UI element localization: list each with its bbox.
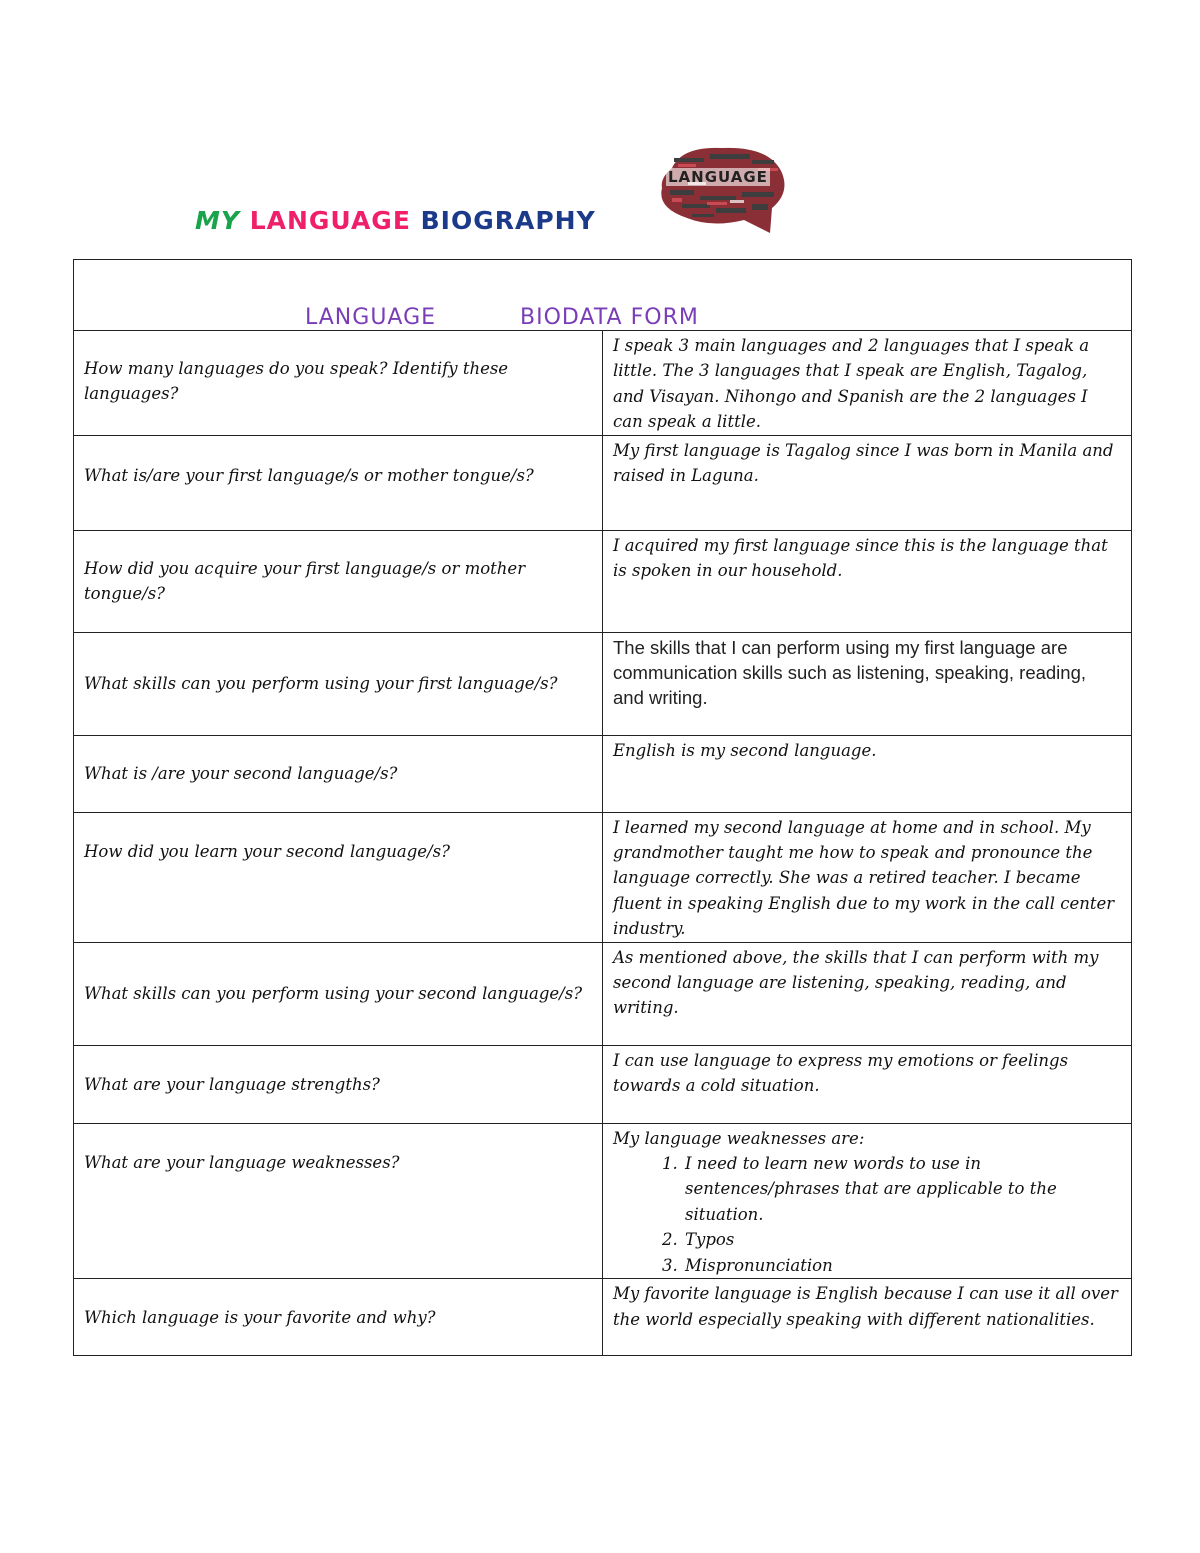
- list-item: 2. Typos: [683, 1227, 1121, 1252]
- answer-cell: [603, 632, 1132, 735]
- table-row: [74, 1045, 1132, 1123]
- answer-text: I can use language to express my emotions or feelings towards a cold situation.: [613, 1050, 1069, 1096]
- question-text: How did you learn your second language/s?: [84, 842, 450, 862]
- question-cell: [74, 942, 603, 1045]
- question-cell: [74, 331, 603, 436]
- table-row: [74, 632, 1132, 735]
- list-item: 3. Mispronunciation: [683, 1253, 1121, 1278]
- table-header: [74, 260, 1132, 331]
- question-cell: [74, 812, 603, 942]
- table-row: [74, 735, 1132, 812]
- table-row: [74, 435, 1132, 530]
- question-text: What skills can you perform using your first language/s?: [84, 673, 558, 693]
- answer-text: English is my second language.: [613, 740, 877, 760]
- title-word-biography: BIOGRAPHY: [420, 206, 596, 235]
- table-row: [74, 812, 1132, 942]
- answer-cell: [603, 530, 1132, 632]
- question-text: What is /are your second language/s?: [84, 764, 398, 784]
- answer-cell: [603, 812, 1132, 942]
- question-text: What are your language weaknesses?: [84, 1153, 400, 1173]
- answer-text: I learned my second language at home and in school. My grandmother taught me how to speak and pronounce the language correctly. She was a retired teacher. I became fluent in speaking English due to my work in the call center industry.: [613, 817, 1115, 939]
- answer-text: [603, 1124, 1131, 1278]
- answer-cell: [603, 735, 1132, 812]
- answer-text: I acquired my first language since this is the language that is spoken in our household.: [613, 535, 1108, 581]
- question-text: How many languages do you speak? Identify these languages?: [84, 359, 509, 403]
- title-word-my: MY: [195, 206, 240, 235]
- answer-cell: [603, 435, 1132, 530]
- answer-cell: [603, 1279, 1132, 1356]
- question-text: What is/are your first language/s or mother tongue/s?: [84, 466, 534, 486]
- answer-cell: [603, 1123, 1132, 1278]
- table-row: [74, 1123, 1132, 1278]
- question-cell: [74, 435, 603, 530]
- question-cell: [74, 735, 603, 812]
- answer-text: The skills that I can perform using my first language are communication skills such as listening, speaking, reading, and writing.: [613, 636, 1087, 708]
- language-word-cloud-logo: [652, 138, 792, 238]
- question-cell: [74, 1045, 603, 1123]
- question-text: How did you acquire your first language/s or mother tongue/s?: [84, 558, 526, 603]
- table-row: [74, 530, 1132, 632]
- page-title: [195, 206, 596, 235]
- answer-cell: [603, 942, 1132, 1045]
- answer-text: My favorite language is English because I can use it all over the world especially speaking with different nationalities.: [613, 1284, 1118, 1329]
- table-row: [74, 1279, 1132, 1356]
- weaknesses-intro: My language weaknesses are:: [613, 1128, 865, 1148]
- answer-cell: [603, 331, 1132, 436]
- table-row: [74, 331, 1132, 436]
- table-header-row: [74, 260, 1132, 331]
- question-text: Which language is your favorite and why?: [84, 1307, 436, 1327]
- answer-text: My first language is Tagalog since I was born in Manila and raised in Laguna.: [613, 440, 1114, 486]
- question-cell: [74, 1279, 603, 1356]
- question-text: What are your language strengths?: [84, 1074, 380, 1094]
- biodata-table: [73, 259, 1132, 1356]
- list-item: 1. I need to learn new words to use in sentences/phrases that are applicable to the situation.: [683, 1151, 1121, 1227]
- answer-text: I speak 3 main languages and 2 languages that I speak a little. The 3 languages that I speak are English, Tagalog, and Visayan. Nihongo and Spanish are the 2 languages I can speak a little.: [613, 336, 1090, 432]
- question-cell: [74, 1123, 603, 1278]
- answer-text: As mentioned above, the skills that I can perform with my second language are listening, speaking, reading, and writing.: [613, 947, 1099, 1018]
- title-word-language: LANGUAGE: [249, 206, 411, 235]
- header-biodata-form: BIODATA FORM: [520, 305, 699, 330]
- table-row: [74, 942, 1132, 1045]
- question-cell: [74, 632, 603, 735]
- question-text: What skills can you perform using your second language/s?: [84, 983, 583, 1003]
- question-cell: [74, 530, 603, 632]
- answer-cell: [603, 1045, 1132, 1123]
- weaknesses-list: [613, 1151, 1121, 1278]
- logo-word: LANGUAGE: [668, 168, 768, 186]
- header-language: LANGUAGE: [305, 305, 437, 330]
